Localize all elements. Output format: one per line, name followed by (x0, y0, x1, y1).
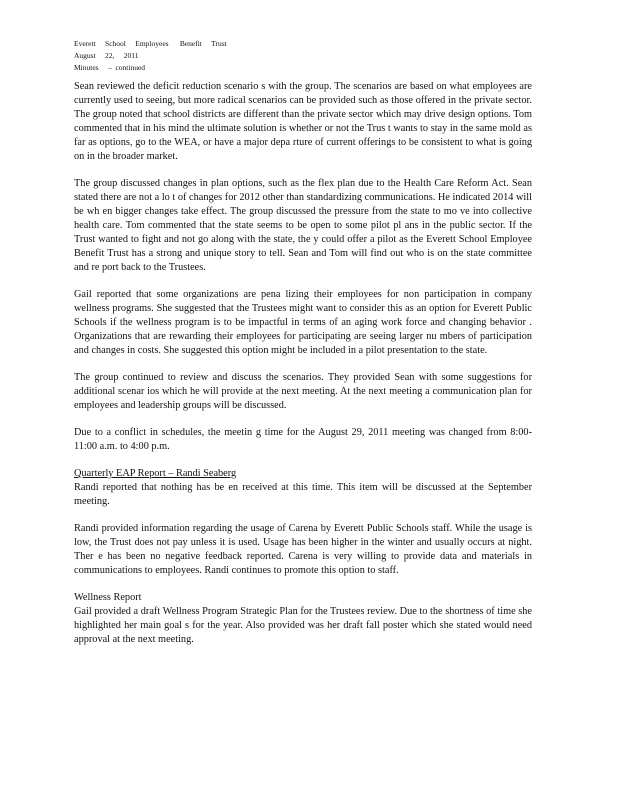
paragraph-deficit-scenarios: Sean reviewed the deficit reduction scenario s with the group. The scenarios are based on what employees are currently used to seeing, but more radical scenarios can be provided such as those offered in the private sector. The group noted that school districts are different than the private sector which may drive design options. Tom commented that in his mind the ultimate solution is whether or not the Trus t wants to stay in the same mold as far as options, go to the WEA, or have a major depa rture of current offerings to be consistent to what is going on in the broader market. (74, 81, 532, 162)
paragraph-eap-report: Randi reported that nothing has be en received at this time. This item will be discussed at the September meeting. (74, 482, 532, 507)
document-body (74, 80, 532, 647)
paragraph-wellness-report: Gail provided a draft Wellness Program Strategic Plan for the Trustees review. Due to the shortness of time she highlighted her main goal s for the year. Also provided was her draft fall poster which she stated would need approval at the next meeting. (74, 606, 532, 645)
section-title-wellness: Wellness Report (74, 592, 142, 603)
header-organization: Everett School Employees Benefit Trust (74, 39, 227, 48)
paragraph-wellness-penalties: Gail reported that some organizations are pena lizing their employees for non participation in company wellness programs. She suggested that the Trustees might want to consider this as an option for Everett Public Schools if the wellness program is to be impactful in terms of an aging work force and changing behavior . Organizations that are rewarding their employees for participating are seeing larger nu mbers of participation and changes in costs. She suggested this option might be included in a pilot presentation to the state. (74, 289, 532, 356)
paragraph-schedule-change: Due to a conflict in schedules, the meetin g time for the August 29, 2011 meeting was changed from 8:00-11:00 a.m. to 4:00 p.m. (74, 427, 532, 452)
paragraph-scenario-review: The group continued to review and discuss the scenarios. They provided Sean with some suggestions for additional scenar ios which he will provide at the next meeting. At the next meeting a communication plan for employees and leadership groups will be discussed. (74, 372, 532, 411)
header-minutes-label: Minutes – continued (74, 63, 146, 72)
document-header (74, 38, 334, 74)
paragraph-plan-options: The group discussed changes in plan options, such as the flex plan due to the Health Care Reform Act. Sean stated there are not a lo t of changes for 2012 other than standardizing communications. He indicated 2014 will be wh en bigger changes take effect. The group discussed the pressure from the state to mo ve into collective health care. Tom commented that the state seems to be open to some pilot pl ans in the public sector. If the Trust wanted to fight and not go along with the state, the y could offer a pilot as the Everett School Employee Benefit Trust has a strong and unique story to tell. Sean and Tom will find out who is on the state committee and re port back to the Trustees. (74, 178, 532, 273)
paragraph-carena-usage: Randi provided information regarding the usage of Carena by Everett Public Schools staff. While the usage is low, the Trust does not pay unless it is used. Usage has been higher in the winter and usually occurs at night. Ther e has been no negative feedback reported. Carena is very willing to provide data and materials in communications to employees. Randi continues to promote this option to staff. (74, 523, 532, 576)
header-date: August 22, 2011 (74, 51, 139, 60)
section-title-eap: Quarterly EAP Report – Randi Seaberg (74, 468, 237, 479)
